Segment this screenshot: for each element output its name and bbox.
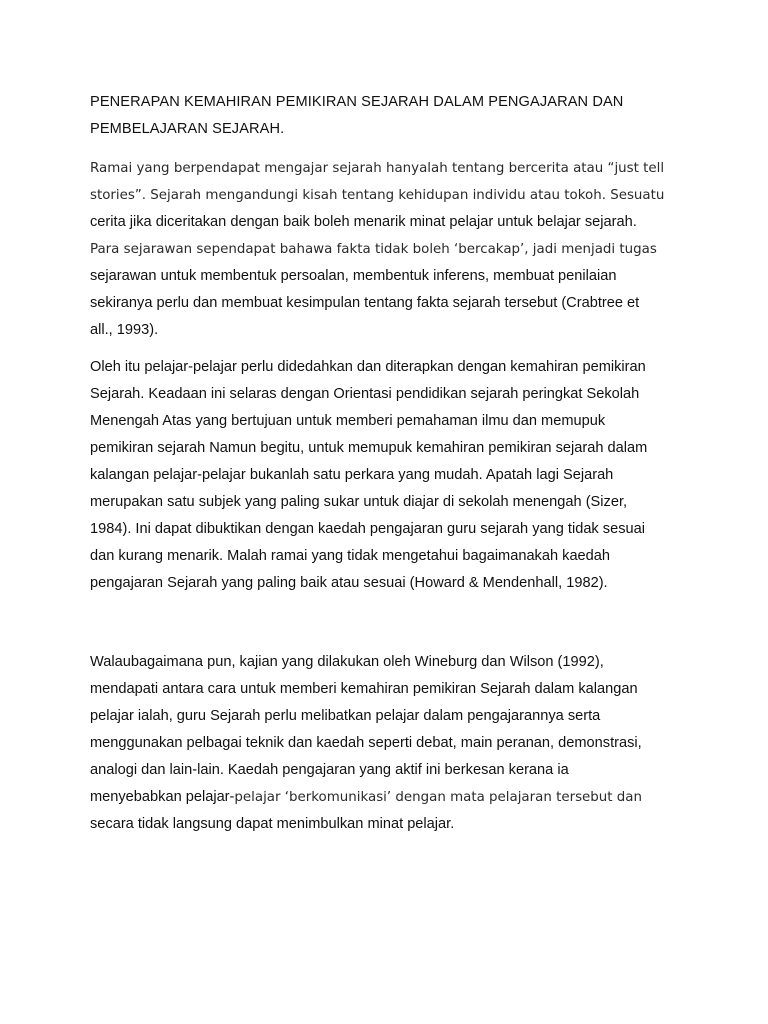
paragraph-line: all., 1993).: [90, 322, 159, 338]
paragraph-line: Ramai yang berpendapat mengajar sejarah hanyalah tentang bercerita atau “just tell: [90, 161, 665, 176]
paragraph-line: merupakan satu subjek yang paling sukar untuk diajar di sekolah menengah (Sizer,: [90, 494, 628, 510]
paragraph-line: Para sejarawan sependapat bahawa fakta tidak boleh ‘bercakap’, jadi menjadi tugas: [90, 242, 657, 257]
paragraph-line: kalangan pelajar-pelajar bukanlah satu perkara yang mudah. Apatah lagi Sejarah: [90, 467, 614, 483]
paragraph-line-start: menyebabkan pelajar-: [90, 789, 235, 805]
title-line: PEMBELAJARAN SEJARAH.: [90, 121, 285, 137]
paragraph-line: Walaubagaimana pun, kajian yang dilakukan oleh Wineburg dan Wilson (1992),: [90, 654, 604, 670]
document-title: [90, 89, 680, 143]
paragraph-line: menggunakan pelbagai teknik dan kaedah seperti debat, main peranan, demonstrasi,: [90, 735, 642, 751]
paragraph-line-continuation: pelajar ‘berkomunikasi’ dengan mata pelajaran tersebut dan: [234, 790, 642, 805]
paragraph-line: Menengah Atas yang bertujuan untuk memberi pemahaman ilmu dan memupuk: [90, 413, 606, 429]
paragraph-line: Oleh itu pelajar-pelajar perlu didedahkan dan diterapkan dengan kemahiran pemikiran: [90, 359, 646, 375]
paragraph-line: dan kurang menarik. Malah ramai yang tidak mengetahui bagaimanakah kaedah: [90, 548, 611, 564]
paragraph-line: Sejarah. Keadaan ini selaras dengan Orientasi pendidikan sejarah peringkat Sekolah: [90, 386, 640, 402]
title-line: PENERAPAN KEMAHIRAN PEMIKIRAN SEJARAH DALAM PENGAJARAN DAN: [90, 94, 624, 110]
paragraph-line: stories”. Sejarah mengandungi kisah tentang kehidupan individu atau tokoh. Sesuatu: [90, 188, 665, 203]
paragraph-line: analogi dan lain-lain. Kaedah pengajaran yang aktif ini berkesan kerana ia: [90, 762, 569, 778]
paragraph-line: cerita jika diceritakan dengan baik boleh menarik minat pelajar untuk belajar sejarah.: [90, 214, 637, 230]
paragraph-line: pengajaran Sejarah yang paling baik atau sesuai (Howard & Mendenhall, 1982).: [90, 575, 608, 591]
paragraph-intro: [90, 155, 680, 344]
paragraph-line: mendapati antara cara untuk memberi kemahiran pemikiran Sejarah dalam kalangan: [90, 681, 638, 697]
paragraph-line: pelajar ialah, guru Sejarah perlu melibatkan pelajar dalam pengajarannya serta: [90, 708, 601, 724]
paragraph-thinking-skills: [90, 354, 680, 597]
paragraph-teaching-methods: [90, 649, 680, 838]
paragraph-line: secara tidak langsung dapat menimbulkan minat pelajar.: [90, 816, 455, 832]
paragraph-line: 1984). Ini dapat dibuktikan dengan kaedah pengajaran guru sejarah yang tidak sesuai: [90, 521, 645, 537]
paragraph-line: sejarawan untuk membentuk persoalan, membentuk inferens, membuat penilaian: [90, 268, 617, 284]
paragraph-line: pemikiran sejarah Namun begitu, untuk memupuk kemahiran pemikiran sejarah dalam: [90, 440, 648, 456]
paragraph-line: sekiranya perlu dan membuat kesimpulan tentang fakta sejarah tersebut (Crabtree et: [90, 295, 640, 311]
paragraph-line-mixed: [90, 784, 680, 811]
